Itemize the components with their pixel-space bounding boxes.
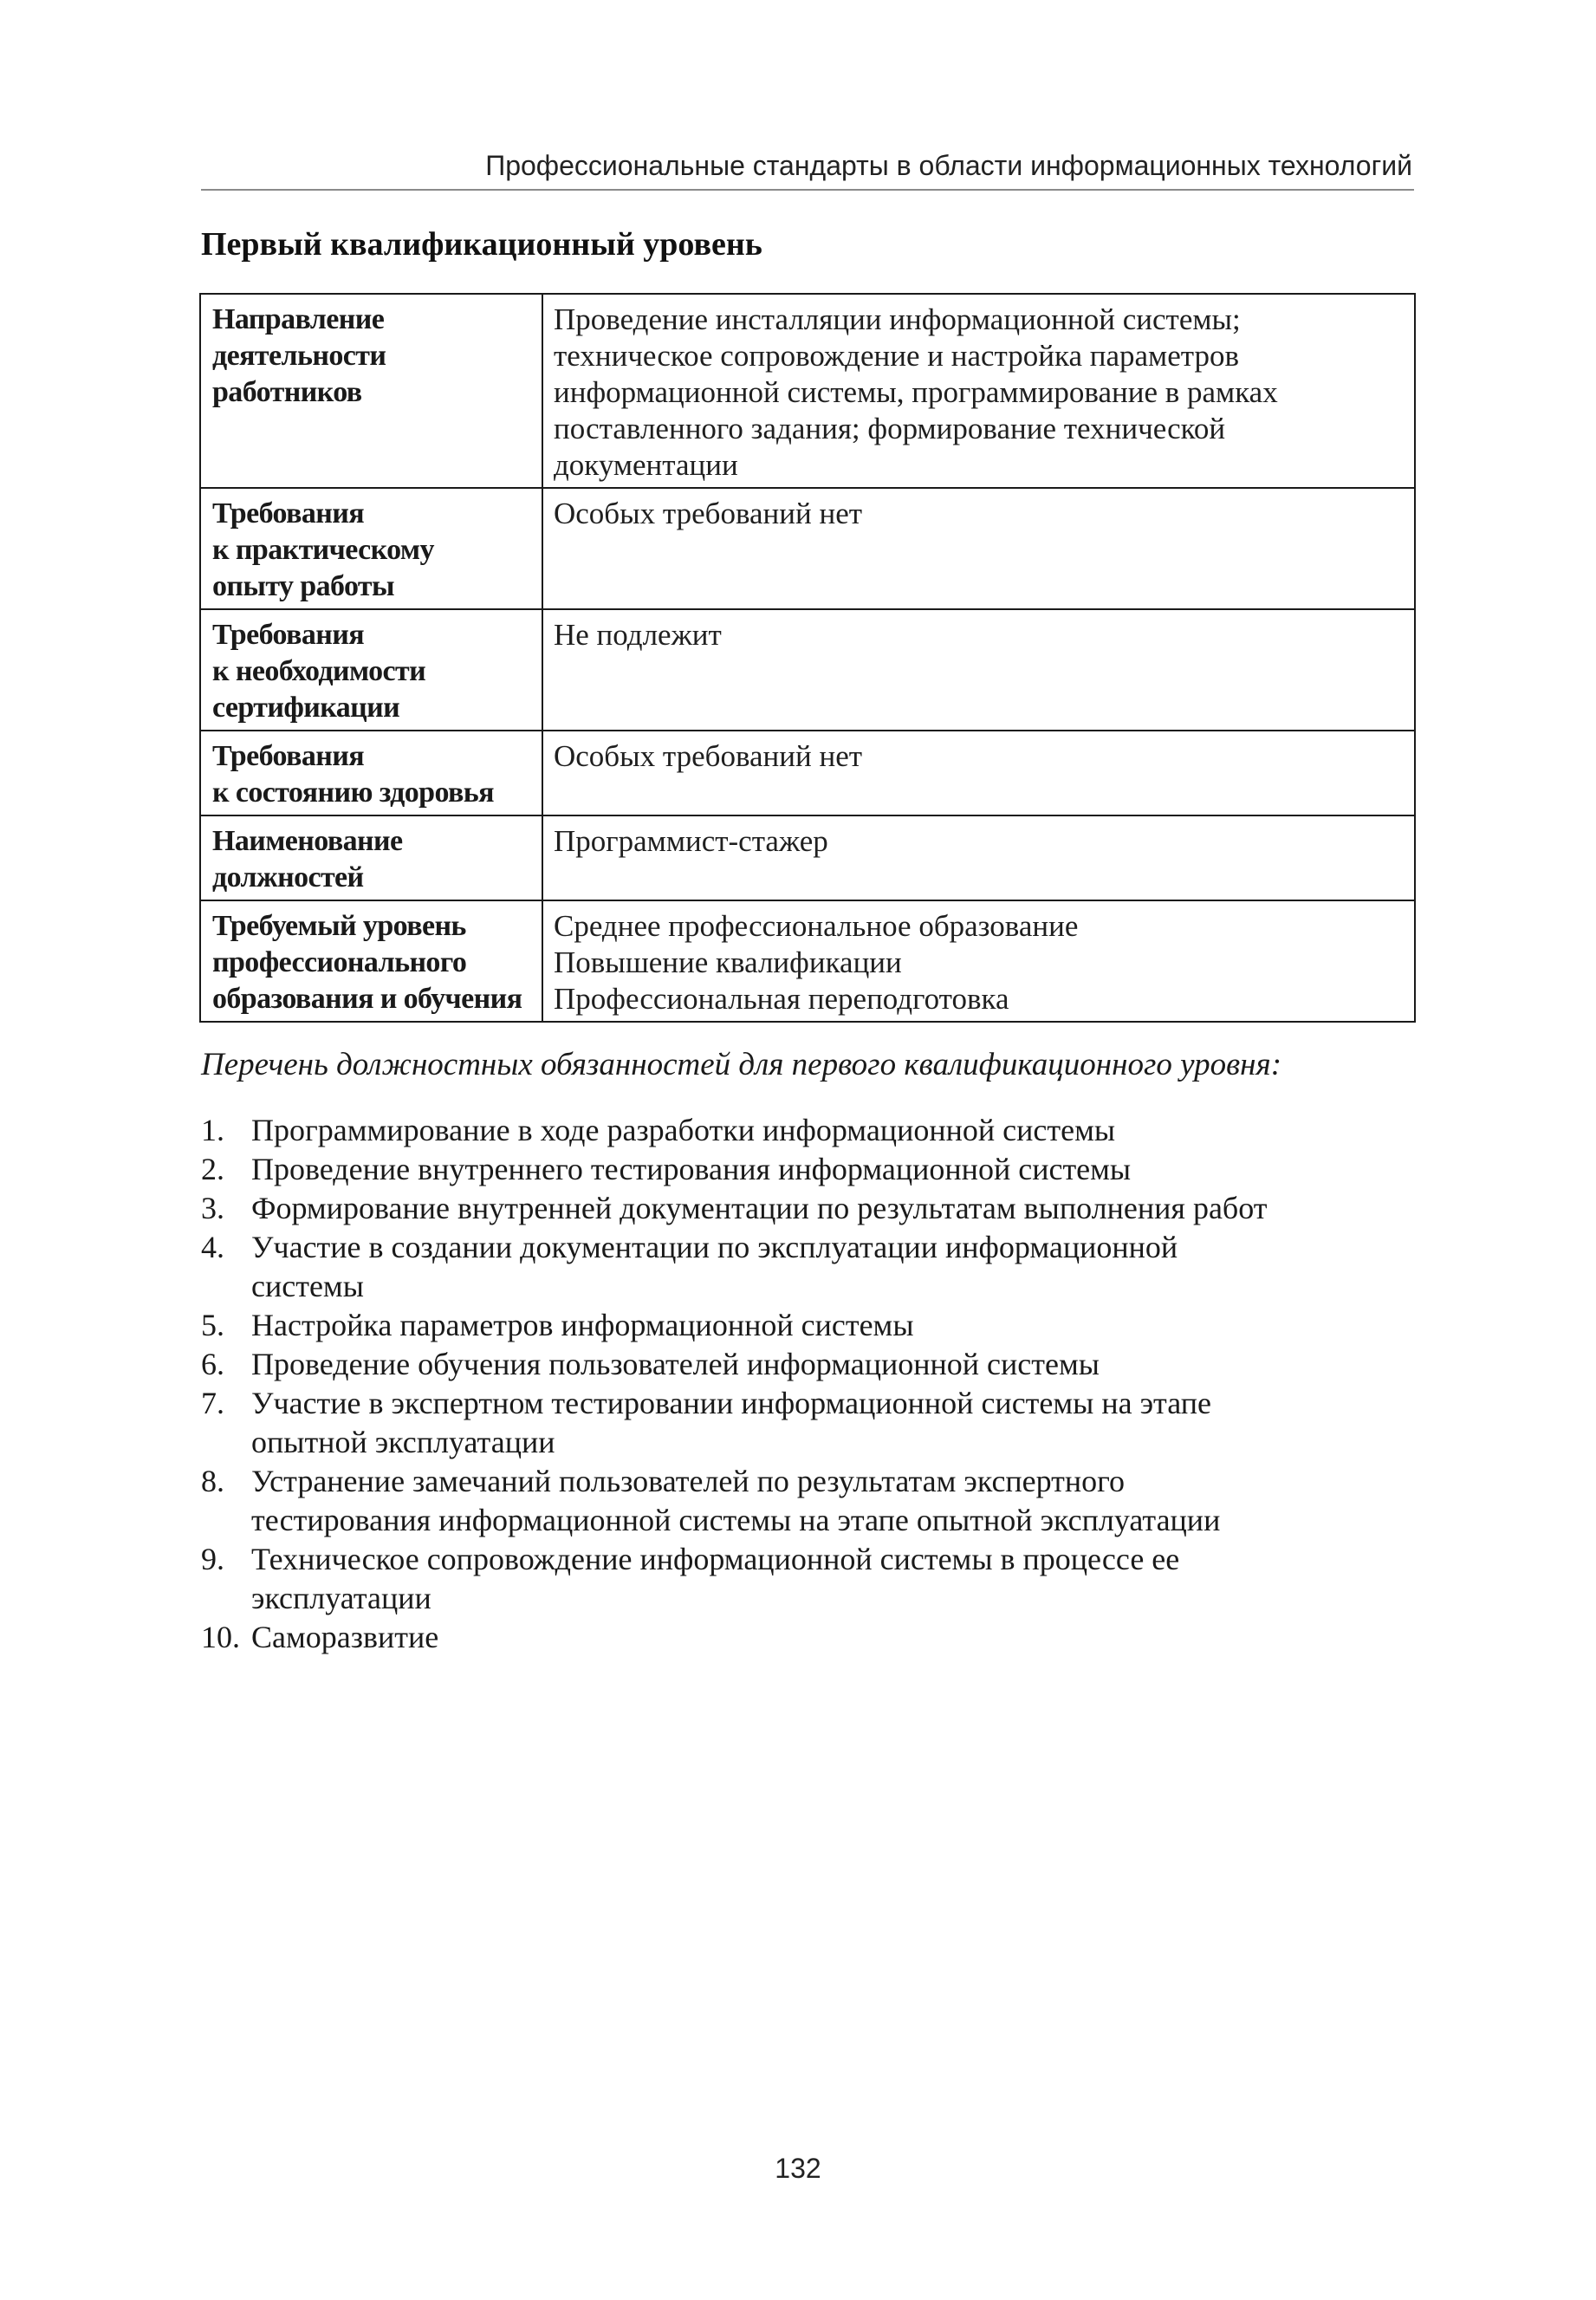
text-line: Особых требований нет [554,739,863,773]
list-item-text [251,1228,1423,1306]
table-value-cell [542,815,1415,900]
running-header [201,147,1414,191]
list-item [201,1345,1423,1384]
table-row [200,731,1415,815]
qualification-table [199,293,1416,1023]
list-item-text [251,1540,1423,1618]
table-value-cell [542,609,1415,731]
duties-list [201,1111,1423,1657]
list-item-text [251,1618,1423,1657]
list-item-number: 6. [201,1347,224,1381]
text-line: документации [554,448,738,482]
list-item [201,1540,1423,1618]
list-item-text [251,1384,1423,1462]
text-line: работников [212,376,362,408]
table-row [200,294,1415,488]
text-line: образования и обучения [212,983,522,1015]
text-line: Проведение обучения пользователей информационной системы [251,1347,1100,1381]
duties-intro: Перечень должностных обязанностей для первого квалификационного уровня: [201,1047,1282,1082]
text-line: Настройка параметров информационной системы [251,1308,914,1342]
text-line: техническое сопровождение и настройка параметров [554,339,1239,373]
list-item [201,1228,1423,1306]
table-value-cell [542,900,1415,1022]
table-row [200,815,1415,900]
table-label-cell [200,488,542,609]
list-item-number: 7. [201,1386,224,1420]
text-line: к практическому [212,534,434,566]
text-line: Требования [212,619,365,651]
text-line: Техническое сопровождение информационной системы в процессе ее [251,1542,1180,1576]
text-line: Требования [212,740,365,772]
text-line: Проведение инсталляции информационной системы; [554,302,1241,336]
text-line: Программирование в ходе разработки информационной системы [251,1113,1116,1147]
text-line: Проведение внутреннего тестирования информационной системы [251,1152,1132,1186]
list-item-number: 9. [201,1542,224,1576]
text-line: деятельности [212,340,386,372]
table-value-cell [542,731,1415,815]
text-line: Саморазвитие [251,1620,439,1654]
text-line: Устранение замечаний пользователей по результатам экспертного [251,1464,1126,1498]
table-row [200,900,1415,1022]
text-line: Участие в экспертном тестировании информационной системы на этапе [251,1386,1211,1420]
table-label-cell [200,900,542,1022]
text-line: Требования [212,497,365,530]
list-item-number: 10. [201,1620,240,1654]
text-line: Участие в создании документации по эксплуатации информационной [251,1230,1178,1264]
text-line: сертификации [212,692,400,724]
text-line: опытной эксплуатации [251,1425,555,1459]
text-line: Направление [212,303,385,335]
text-line: Программист-стажер [554,824,828,858]
list-item-text [251,1111,1423,1150]
text-line: тестирования информационной системы на этапе опытной эксплуатации [251,1503,1221,1537]
table-value-cell [542,488,1415,609]
text-line: системы [251,1269,364,1303]
text-line: Формирование внутренней документации по результатам выполнения работ [251,1191,1268,1225]
list-item-text [251,1462,1423,1540]
running-header-title: Профессиональные стандарты в области информационных технологий [485,150,1412,181]
text-line: Не подлежит [554,618,722,652]
text-line: поставленного задания; формирование технической [554,412,1226,445]
list-item-text [251,1306,1423,1345]
list-item [201,1189,1423,1228]
list-item-text [251,1345,1423,1384]
list-item-number: 8. [201,1464,224,1498]
list-item [201,1384,1423,1462]
list-item [201,1150,1423,1189]
list-item-text [251,1189,1423,1228]
text-line: эксплуатации [251,1581,431,1615]
page-number: 132 [775,2153,821,2184]
list-item [201,1462,1423,1540]
text-line: к необходимости [212,655,426,687]
table-label-cell [200,815,542,900]
section-title: Первый квалификационный уровень [201,226,762,263]
list-item-number: 1. [201,1113,224,1147]
text-line: Профессиональная переподготовка [554,982,1009,1016]
text-line: профессионального [212,946,467,978]
list-item-number: 3. [201,1191,224,1225]
text-line: к состоянию здоровья [212,776,494,809]
table-row [200,488,1415,609]
list-item-text [251,1150,1423,1189]
list-item-number: 5. [201,1308,224,1342]
text-line: Повышение квалификации [554,945,902,979]
text-line: должностей [212,861,364,893]
table-value-cell [542,294,1415,488]
text-line: Среднее профессиональное образование [554,909,1079,943]
table-label-cell [200,609,542,731]
list-item-number: 4. [201,1230,224,1264]
list-item [201,1111,1423,1150]
text-line: информационной системы, программирование в рамках [554,375,1278,409]
text-line: Особых требований нет [554,497,863,530]
list-item [201,1618,1423,1657]
table-label-cell [200,731,542,815]
list-item-number: 2. [201,1152,224,1186]
table-row [200,609,1415,731]
qualification-table-body [200,294,1415,1022]
text-line: опыту работы [212,570,394,602]
list-item [201,1306,1423,1345]
text-line: Требуемый уровень [212,910,466,942]
table-label-cell [200,294,542,488]
text-line: Наименование [212,825,403,857]
